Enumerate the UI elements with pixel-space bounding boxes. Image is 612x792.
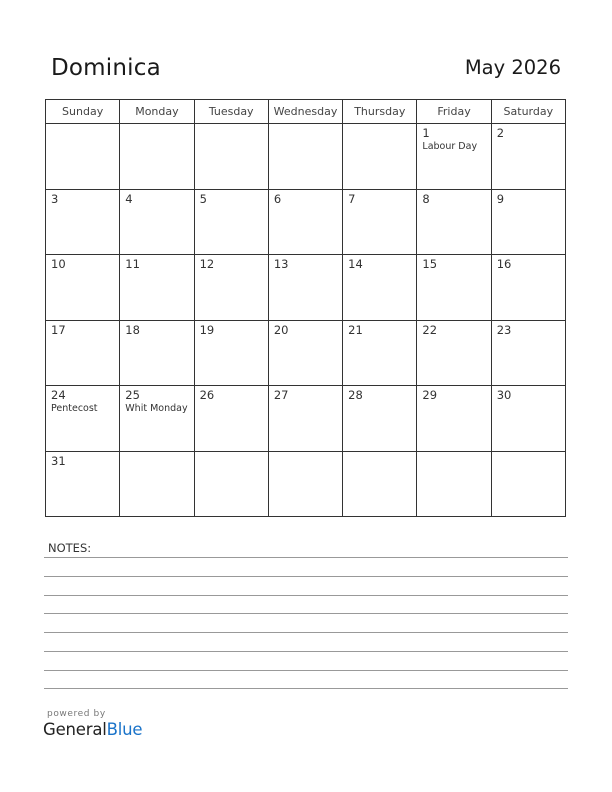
day-number: 11 (125, 257, 140, 271)
note-line (44, 670, 568, 671)
weekday-friday: Friday (417, 100, 491, 124)
day-cell (268, 255, 342, 321)
day-cell (343, 320, 417, 386)
day-cell (268, 451, 342, 517)
day-number: 8 (422, 191, 430, 206)
day-number: 27 (273, 388, 289, 402)
day-cell (343, 255, 417, 321)
calendar-week-row (46, 451, 566, 517)
calendar-week-row (46, 386, 566, 452)
weekday-header-row (46, 100, 566, 124)
day-cell (268, 320, 342, 386)
day-cell (268, 124, 342, 190)
day-number: 26 (199, 388, 215, 402)
day-number: 28 (348, 388, 363, 402)
weekday-wednesday: Wednesday (268, 100, 342, 124)
day-number (195, 452, 268, 455)
note-line (44, 576, 568, 577)
holiday-label: Whit Monday (125, 403, 188, 414)
day-number: 9 (496, 191, 505, 206)
country-title: Dominica (51, 55, 161, 81)
day-number: 18 (125, 322, 140, 337)
day-cell (491, 189, 565, 255)
notes-label: NOTES: (48, 541, 92, 555)
day-cell (120, 386, 194, 452)
calendar-body (46, 124, 566, 517)
day-cell (417, 255, 491, 321)
day-number (195, 124, 268, 127)
note-line (44, 651, 568, 652)
day-cell (194, 320, 268, 386)
day-cell (491, 255, 565, 321)
day-cell (343, 189, 417, 255)
day-cell (120, 255, 194, 321)
day-cell (46, 189, 120, 255)
note-line (44, 632, 568, 633)
day-cell (268, 386, 342, 452)
brand-logo (43, 720, 142, 739)
day-cell (343, 386, 417, 452)
day-cell (194, 124, 268, 190)
holiday-label: Labour Day (422, 141, 478, 152)
day-cell (417, 124, 491, 190)
day-cell (120, 124, 194, 190)
day-cell (46, 386, 120, 452)
calendar-grid (45, 99, 566, 517)
day-cell (343, 124, 417, 190)
calendar-week-row (46, 255, 566, 321)
brand-general-text: General (43, 720, 107, 739)
weekday-thursday: Thursday (343, 100, 417, 124)
day-number: 15 (422, 257, 438, 271)
day-cell (491, 320, 565, 386)
day-number: 19 (199, 322, 215, 337)
day-cell (120, 451, 194, 517)
day-number: 3 (51, 191, 59, 206)
calendar-week-row (46, 124, 566, 190)
day-number: 25 (125, 388, 140, 402)
day-number: 21 (348, 322, 363, 337)
day-cell (46, 255, 120, 321)
day-cell (417, 189, 491, 255)
calendar-week-row (46, 320, 566, 386)
holiday-label: Pentecost (51, 403, 98, 414)
day-number: 24 (51, 388, 66, 402)
day-number: 10 (51, 257, 66, 271)
calendar-week-row (46, 189, 566, 255)
day-number (417, 452, 490, 455)
weekday-monday: Monday (120, 100, 194, 124)
day-cell (120, 189, 194, 255)
day-number: 14 (348, 257, 363, 271)
month-year-title: May 2026 (464, 56, 561, 79)
day-cell (46, 451, 120, 517)
note-line (44, 557, 568, 558)
day-number: 22 (422, 322, 438, 337)
day-number: 7 (348, 191, 356, 206)
brand-blue-text: Blue (106, 720, 143, 739)
day-cell (46, 124, 120, 190)
day-cell (417, 320, 491, 386)
day-cell (417, 386, 491, 452)
day-cell (268, 189, 342, 255)
powered-by-text: powered by (47, 709, 106, 719)
day-cell (120, 320, 194, 386)
day-number (120, 452, 193, 455)
day-number (269, 124, 342, 127)
day-number: 23 (496, 322, 512, 337)
day-cell (491, 386, 565, 452)
day-number: 12 (199, 257, 215, 271)
day-number: 30 (496, 388, 512, 402)
note-line (44, 595, 568, 596)
day-number: 4 (125, 191, 133, 206)
weekday-tuesday: Tuesday (194, 100, 268, 124)
note-line (44, 613, 568, 614)
day-number (343, 124, 416, 127)
day-number: 13 (273, 257, 289, 271)
day-number (46, 124, 119, 127)
day-number: 2 (496, 126, 505, 140)
day-number (492, 452, 565, 455)
day-cell (491, 451, 565, 517)
day-number: 5 (199, 191, 207, 206)
day-number (343, 452, 416, 455)
day-number: 29 (422, 388, 438, 402)
weekday-sunday: Sunday (46, 100, 120, 124)
day-cell (194, 386, 268, 452)
day-number (269, 452, 342, 455)
day-cell (417, 451, 491, 517)
day-number: 16 (496, 257, 512, 271)
note-line (44, 688, 568, 689)
day-cell (194, 189, 268, 255)
day-number: 6 (273, 191, 282, 206)
day-number: 31 (51, 453, 66, 468)
day-cell (46, 320, 120, 386)
day-number (120, 124, 193, 127)
day-cell (194, 451, 268, 517)
day-number: 20 (273, 322, 289, 337)
day-cell (491, 124, 565, 190)
day-number: 17 (51, 322, 66, 337)
day-number: 1 (422, 126, 430, 140)
day-cell (343, 451, 417, 517)
weekday-saturday: Saturday (491, 100, 565, 124)
day-cell (194, 255, 268, 321)
